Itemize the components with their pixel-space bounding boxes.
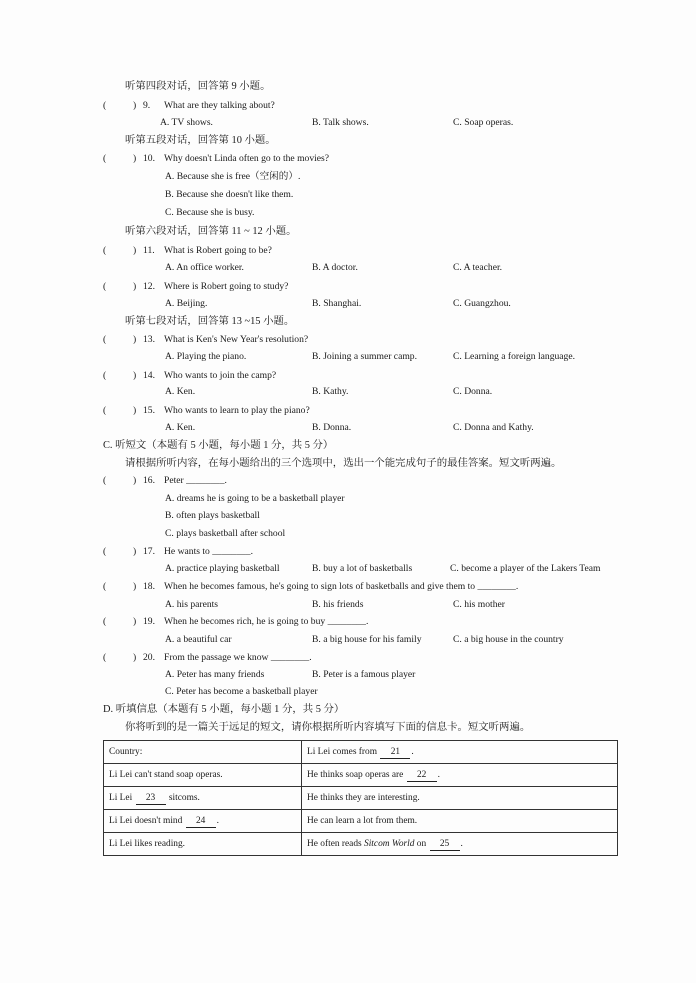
answer-bracket-close: ) <box>133 581 137 592</box>
section-heading: D. 听填信息（本题有 5 小题，每小题 1 分，共 5 分） <box>103 704 345 715</box>
question-number: 13. <box>143 334 155 345</box>
instruction-dialogue-5 <box>0 134 696 148</box>
question-number: 18. <box>143 581 155 592</box>
options-14 <box>0 385 696 399</box>
cell-text: Li Lei doesn't mind <box>109 815 183 826</box>
cell-text: He thinks they are interesting. <box>307 792 420 803</box>
answer-bracket-close: ) <box>133 652 137 663</box>
instruction-dialogue-4 <box>0 80 696 94</box>
instruction-text: 听第七段对话，回答第 13 ~15 小题。 <box>125 316 295 327</box>
option-a: A. An office worker. <box>165 262 244 273</box>
answer-bracket-open: ( <box>103 153 107 164</box>
cell-text: He thinks soap operas are <box>307 769 404 780</box>
option-c: C. Guangzhou. <box>453 298 511 309</box>
answer-bracket-open: ( <box>103 281 107 292</box>
question-9 <box>0 99 696 113</box>
table-row <box>104 764 618 787</box>
question-number: 11. <box>143 245 155 256</box>
instruction-dialogue-6 <box>0 225 696 239</box>
option-a: A. practice playing basketball <box>165 563 280 574</box>
instruction-text: 听第四段对话，回答第 9 小题。 <box>125 81 271 92</box>
option-a-10 <box>0 170 696 184</box>
option-a: A. Beijing. <box>165 298 208 309</box>
option-a: A. Peter has many friends <box>165 669 265 680</box>
question-stem: Why doesn't Linda often go to the movies? <box>164 153 330 164</box>
option-c-10 <box>0 206 696 220</box>
option-b-16 <box>0 509 696 523</box>
option-b: B. his friends <box>312 599 364 610</box>
table-cell <box>104 764 302 787</box>
table-cell <box>104 741 302 764</box>
question-stem: Peter ________. <box>164 475 227 486</box>
table-row <box>104 787 618 810</box>
table-cell <box>302 810 618 833</box>
cell-text: Li Lei <box>109 792 133 803</box>
question-15 <box>0 404 696 418</box>
instruction-text: 听第六段对话，回答第 11 ~ 12 小题。 <box>125 226 297 237</box>
question-stem: What are they talking about? <box>164 100 275 111</box>
question-stem: He wants to ________. <box>164 546 253 557</box>
answer-blank-22: 22 <box>407 770 437 782</box>
option-b: B. often plays basketball <box>165 510 260 521</box>
option-c: C. Because she is busy. <box>165 207 255 218</box>
option-b: B. Donna. <box>312 422 352 433</box>
options-9 <box>0 116 696 130</box>
section-d-instruction <box>0 721 696 735</box>
answer-bracket-close: ) <box>133 370 137 381</box>
information-card-table <box>103 740 618 856</box>
answer-bracket-open: ( <box>103 245 107 256</box>
section-c-instruction <box>0 457 696 471</box>
cell-text: He often reads <box>307 838 362 849</box>
question-number: 15. <box>143 405 155 416</box>
option-a: A. Ken. <box>165 386 196 397</box>
answer-bracket-close: ) <box>133 245 137 256</box>
cell-text: on <box>416 838 427 849</box>
option-c-16 <box>0 527 696 541</box>
answer-blank-21: 21 <box>380 747 410 759</box>
question-10 <box>0 152 696 166</box>
section-c-heading <box>0 439 696 453</box>
question-number: 17. <box>143 546 155 557</box>
option-b: B. Because she doesn't like them. <box>165 189 294 200</box>
question-stem: From the passage we know ________. <box>164 652 312 663</box>
answer-bracket-close: ) <box>133 153 137 164</box>
answer-bracket-open: ( <box>103 100 107 111</box>
table-cell <box>104 833 302 856</box>
answer-bracket-close: ) <box>133 100 137 111</box>
option-a: A. Ken. <box>165 422 196 433</box>
answer-bracket-close: ) <box>133 475 137 486</box>
option-c: C. become a player of the Lakers Team <box>450 563 601 574</box>
answer-bracket-open: ( <box>103 405 107 416</box>
question-number: 10. <box>143 153 155 164</box>
instruction-text: 听第五段对话，回答第 10 小题。 <box>125 135 276 146</box>
cell-text: Li Lei likes reading. <box>109 838 186 849</box>
question-11 <box>0 244 696 258</box>
option-c: C. Learning a foreign language. <box>453 351 576 362</box>
option-c: C. Peter has become a basketball player <box>165 686 318 697</box>
question-number: 20. <box>143 652 155 663</box>
cell-text: . <box>216 815 219 826</box>
question-stem: When he becomes rich, he is going to buy ________. <box>164 616 369 627</box>
cell-text: Li Lei can't stand soap operas. <box>109 769 223 780</box>
options-15 <box>0 421 696 435</box>
question-number: 14. <box>143 370 155 381</box>
option-a: A. TV shows. <box>160 117 213 128</box>
question-stem: Who wants to learn to play the piano? <box>164 405 310 416</box>
options-18 <box>0 598 696 612</box>
answer-bracket-open: ( <box>103 652 107 663</box>
cell-text: . <box>460 838 463 849</box>
option-b: B. Shanghai. <box>312 298 362 309</box>
option-b: B. Peter is a famous player <box>312 669 416 680</box>
question-20 <box>0 651 696 665</box>
option-c-20 <box>0 685 696 699</box>
question-stem: What is Ken's New Year's resolution? <box>164 334 309 345</box>
option-a: A. a beautiful car <box>165 634 232 645</box>
option-b-10 <box>0 188 696 202</box>
question-stem: When he becomes famous, he's going to sign lots of basketballs and give them to ________. <box>164 581 519 592</box>
answer-bracket-open: ( <box>103 546 107 557</box>
option-c: C. plays basketball after school <box>165 528 286 539</box>
answer-bracket-close: ) <box>133 405 137 416</box>
options-19 <box>0 633 696 647</box>
option-c: C. A teacher. <box>453 262 503 273</box>
question-13 <box>0 333 696 347</box>
cell-text: He can learn a lot from them. <box>307 815 418 826</box>
question-stem: Who wants to join the camp? <box>164 370 277 381</box>
answer-blank-24: 24 <box>186 816 216 828</box>
answer-bracket-close: ) <box>133 616 137 627</box>
answer-bracket-open: ( <box>103 370 107 381</box>
table-row <box>104 741 618 764</box>
answer-bracket-open: ( <box>103 581 107 592</box>
option-b: B. Kathy. <box>312 386 349 397</box>
question-number: 12. <box>143 281 155 292</box>
magazine-title: Sitcom World <box>364 838 415 849</box>
options-20-ab <box>0 668 696 682</box>
options-12 <box>0 297 696 311</box>
table-cell <box>302 764 618 787</box>
instruction-text: 你将听到的是一篇关于远足的短文，请你根据所听内容填写下面的信息卡。短文听两遍。 <box>125 722 531 733</box>
option-b: B. Talk shows. <box>312 117 369 128</box>
answer-blank-23: 23 <box>136 793 166 805</box>
question-17 <box>0 545 696 559</box>
option-c: C. a big house in the country <box>453 634 564 645</box>
cell-text: sitcoms. <box>168 792 200 803</box>
question-12 <box>0 280 696 294</box>
instruction-dialogue-7 <box>0 315 696 329</box>
options-17 <box>0 562 696 576</box>
question-number: 16. <box>143 475 155 486</box>
section-heading: C. 听短文（本题有 5 小题，每小题 1 分，共 5 分） <box>103 440 334 451</box>
answer-bracket-close: ) <box>133 281 137 292</box>
table-cell <box>302 833 618 856</box>
answer-bracket-close: ) <box>133 546 137 557</box>
table-cell <box>104 810 302 833</box>
table-cell <box>302 787 618 810</box>
option-b: B. Joining a summer camp. <box>312 351 417 362</box>
option-b: B. A doctor. <box>312 262 358 273</box>
table-cell <box>104 787 302 810</box>
answer-blank-25: 25 <box>430 839 460 851</box>
cell-text: Li Lei comes from <box>307 746 378 757</box>
question-14 <box>0 369 696 383</box>
option-a-16 <box>0 492 696 506</box>
question-number: 9. <box>143 100 151 111</box>
answer-bracket-open: ( <box>103 475 107 486</box>
option-a: A. Playing the piano. <box>165 351 247 362</box>
option-b: B. a big house for his family <box>312 634 422 645</box>
answer-bracket-close: ) <box>133 334 137 345</box>
cell-text: . <box>437 769 441 780</box>
options-11 <box>0 261 696 275</box>
answer-bracket-open: ( <box>103 616 107 627</box>
section-d-heading <box>0 703 696 717</box>
option-c: C. Donna. <box>453 386 493 397</box>
option-c: C. Soap operas. <box>453 117 514 128</box>
options-13 <box>0 350 696 364</box>
option-c: C. his mother <box>453 599 505 610</box>
table-row <box>104 810 618 833</box>
question-stem: Where is Robert going to study? <box>164 281 289 292</box>
option-a: A. his parents <box>165 599 219 610</box>
option-a: A. dreams he is going to be a basketball player <box>165 493 345 504</box>
instruction-text: 请根据所听内容，在每小题给出的三个选项中，选出一个能完成句子的最佳答案。短文听两遍。 <box>125 458 562 469</box>
cell-text: . <box>411 746 414 757</box>
table-cell <box>302 741 618 764</box>
question-19 <box>0 615 696 629</box>
question-number: 19. <box>143 616 155 627</box>
option-b: B. buy a lot of basketballs <box>312 563 413 574</box>
cell-text: Country: <box>109 746 143 757</box>
question-stem: What is Robert going to be? <box>164 245 272 256</box>
option-a: A. Because she is free（空闲的）. <box>165 171 301 182</box>
option-c: C. Donna and Kathy. <box>453 422 534 433</box>
answer-bracket-open: ( <box>103 334 107 345</box>
table-row <box>104 833 618 856</box>
question-16 <box>0 474 696 488</box>
question-18 <box>0 580 696 594</box>
